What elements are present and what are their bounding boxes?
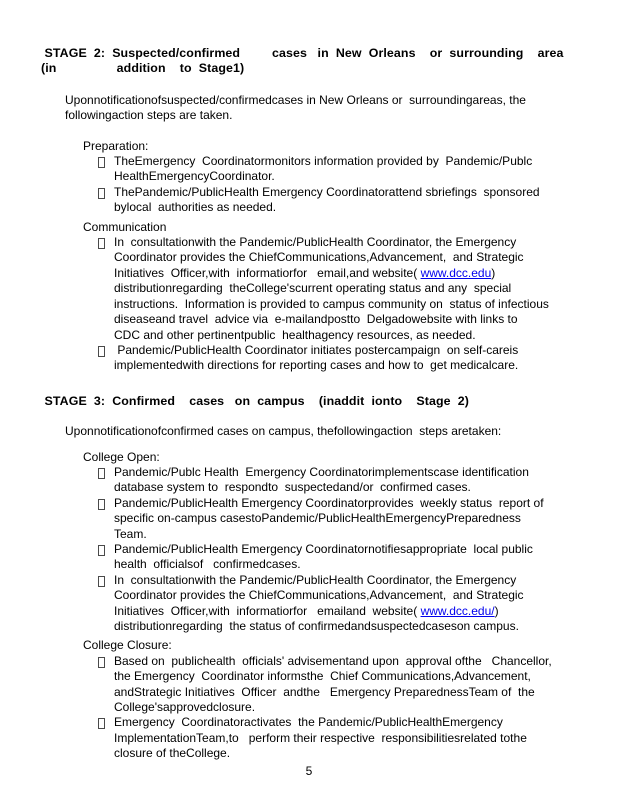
text-line xyxy=(114,527,544,542)
bullet-text xyxy=(114,542,533,573)
text-line xyxy=(114,266,549,281)
text-span: Coordinator provides the ChiefCommunications,Advancement, and Strategic xyxy=(114,250,524,265)
text-span: andStrategic Initiatives Officer andthe Emergency PreparednessTeam of the xyxy=(114,684,535,699)
text-line xyxy=(114,700,552,715)
text-line xyxy=(114,557,533,572)
missing-glyph-box-icon xyxy=(98,576,105,587)
bullet-text xyxy=(114,654,552,716)
text-line xyxy=(41,61,618,76)
text-line xyxy=(114,654,552,669)
college-open-bullet-2 xyxy=(98,496,618,542)
hyperlink[interactable]: www.dcc.edu/ xyxy=(420,603,495,618)
bullet-text xyxy=(114,465,529,496)
text-span: ) xyxy=(491,265,496,280)
text-span: Coordinator provides the ChiefCommunications,Advancement, and Strategic xyxy=(114,588,524,603)
stage-2-intro xyxy=(65,93,618,124)
text-span: HealthEmergencyCoordinator. xyxy=(114,169,275,184)
text-line xyxy=(114,358,518,373)
missing-glyph-box-icon xyxy=(98,499,105,510)
text-span: specific on-campus casestoPandemic/PublicHealthEmergencyPreparedness xyxy=(114,511,521,526)
text-line xyxy=(114,715,527,730)
text-line xyxy=(83,450,618,465)
missing-glyph-box-icon xyxy=(98,468,105,479)
text-span: College'sapprovedclosure. xyxy=(114,700,256,715)
missing-glyph-box-icon xyxy=(98,188,105,199)
text-line xyxy=(41,394,618,409)
page-number: 5 xyxy=(305,763,313,778)
text-line xyxy=(114,169,532,184)
college-closure-bullet-2 xyxy=(98,715,618,761)
missing-glyph-box-icon xyxy=(98,545,105,556)
text-line xyxy=(65,93,618,108)
text-line xyxy=(114,619,524,634)
text-line xyxy=(83,139,618,154)
stage-3-heading xyxy=(41,394,618,409)
text-span: Emergency Coordinatoractivates the Pandemic/PublicHealthEmergency xyxy=(114,715,503,730)
text-span: College Closure: xyxy=(83,638,172,653)
text-line xyxy=(114,465,529,480)
text-span: health officialsof confirmedcases. xyxy=(114,557,301,572)
stage-3-intro xyxy=(65,424,618,439)
text-span: STAGE 3: Confirmed cases on campus (inaddit ionto Stage 2) xyxy=(41,393,469,408)
text-line xyxy=(65,424,618,439)
hyperlink[interactable]: www.dcc.edu xyxy=(420,265,492,280)
college-closure-label xyxy=(83,638,618,653)
preparation-bullet-2 xyxy=(98,185,618,216)
bullet-text xyxy=(114,573,524,635)
bullet-text xyxy=(114,185,540,216)
college-open-bullet-3 xyxy=(98,542,618,573)
text-span: Pandemic/PublicHealth Emergency Coordinatornotifiesappropriate local public xyxy=(114,541,533,556)
text-line xyxy=(114,297,549,312)
text-line xyxy=(114,154,532,169)
text-span: Pandemic/PublicHealth Emergency Coordinatorprovides weekly status report of xyxy=(114,495,544,510)
text-span: Uponnotificationofsuspected/confirmedcases in New Orleans or surroundingareas, the xyxy=(65,92,526,107)
text-span: TheEmergency Coordinatormonitors information provided by Pandemic/Publc xyxy=(114,154,533,169)
text-line xyxy=(114,542,533,557)
text-span: the Emergency Coordinator informsthe Chief Communications,Advancement, xyxy=(114,669,531,684)
text-span: implementedwith directions for reporting cases and how to get medicalcare. xyxy=(114,358,519,373)
text-line xyxy=(83,220,618,235)
text-span: instructions. Information is provided to campus community on status of infectious xyxy=(114,296,549,311)
communication-label xyxy=(83,220,618,235)
college-open-bullet-4 xyxy=(98,573,618,635)
text-span: Based on publichealth officials' advisementand upon approval ofthe Chancellor, xyxy=(114,653,552,668)
text-line xyxy=(114,573,524,588)
text-line xyxy=(83,638,618,653)
bullet-text xyxy=(114,496,544,542)
text-span: (in addition to Stage1) xyxy=(41,61,245,76)
document-body xyxy=(0,46,618,762)
bullet-text xyxy=(114,715,527,761)
college-open-bullet-1 xyxy=(98,465,618,496)
text-line xyxy=(114,250,549,265)
missing-glyph-box-icon xyxy=(98,718,105,729)
college-closure-bullet-1 xyxy=(98,654,618,716)
missing-glyph-box-icon xyxy=(98,238,105,249)
text-line xyxy=(114,746,527,761)
text-span: In consultationwith the Pandemic/PublicHealth Coordinator, the Emergency xyxy=(114,235,517,250)
text-span: ) xyxy=(494,603,499,618)
text-span: Communication xyxy=(83,219,167,234)
text-line xyxy=(114,511,544,526)
text-line xyxy=(114,328,549,343)
text-span: STAGE 2: Suspected/confirmed cases in New Orleans or surrounding area xyxy=(41,46,564,60)
text-span: followingaction steps are taken. xyxy=(65,108,233,123)
preparation-bullet-1 xyxy=(98,154,618,185)
text-line xyxy=(65,108,618,123)
text-span: College Open: xyxy=(83,449,160,464)
college-open-label xyxy=(83,450,618,465)
text-line xyxy=(114,281,549,296)
text-line xyxy=(114,200,540,215)
missing-glyph-box-icon xyxy=(98,157,105,168)
stage-2-heading xyxy=(41,46,618,77)
communication-bullet-2 xyxy=(98,343,618,374)
missing-glyph-box-icon xyxy=(98,346,105,357)
text-line xyxy=(41,46,618,61)
text-span: Pandemic/PublicHealth Coordinator initiates postercampaign on self-careis xyxy=(114,342,519,357)
text-line xyxy=(114,496,544,511)
text-span: bylocal authorities as needed. xyxy=(114,200,277,215)
text-line xyxy=(114,588,524,603)
bullet-text xyxy=(114,343,518,374)
text-span: Initiatives Officer,with informatiorfor email,and website( xyxy=(114,265,421,280)
missing-glyph-box-icon xyxy=(98,657,105,668)
text-span: ImplementationTeam,to perform their respective responsibilitiesrelated tothe xyxy=(114,730,527,745)
text-line xyxy=(114,685,552,700)
text-span: In consultationwith the Pandemic/PublicHealth Coordinator, the Emergency xyxy=(114,572,517,587)
text-span: distributionregarding the status of confirmedandsuspectedcaseson campus. xyxy=(114,619,519,633)
text-span: diseaseand travel advice via e-mailandpostto Delgadowebsite with links to xyxy=(114,312,518,327)
text-span: Team. xyxy=(114,526,147,541)
text-line xyxy=(114,312,549,327)
bullet-text xyxy=(114,154,532,185)
text-line xyxy=(114,669,552,684)
text-span: Initiatives Officer,with informatiorfor emailand website( xyxy=(114,603,421,618)
text-line xyxy=(114,604,524,619)
text-line xyxy=(114,343,518,358)
text-line xyxy=(114,731,527,746)
bullet-text xyxy=(114,235,549,343)
communication-bullet-1 xyxy=(98,235,618,343)
text-span: Pandemic/Publc Health Emergency Coordinatorimplementscase identification xyxy=(114,464,529,479)
text-span: distributionregarding theCollege'scurrent operating status and any special xyxy=(114,281,512,296)
text-span: closure of theCollege. xyxy=(114,746,231,761)
text-span: Preparation: xyxy=(83,138,149,153)
text-line xyxy=(114,235,549,250)
text-span: CDC and other pertinentpublic healthagency resources, as needed. xyxy=(114,327,476,342)
text-line xyxy=(114,185,540,200)
text-span: ThePandemic/PublicHealth Emergency Coordinatorattend sbriefings sponsored xyxy=(114,184,540,199)
text-span: database system to respondto suspectedand/or confirmed cases. xyxy=(114,480,471,495)
text-span: Uponnotificationofconfirmed cases on campus, thefollowingaction steps aretaken: xyxy=(65,424,502,439)
text-line xyxy=(114,480,529,495)
preparation-label xyxy=(83,139,618,154)
